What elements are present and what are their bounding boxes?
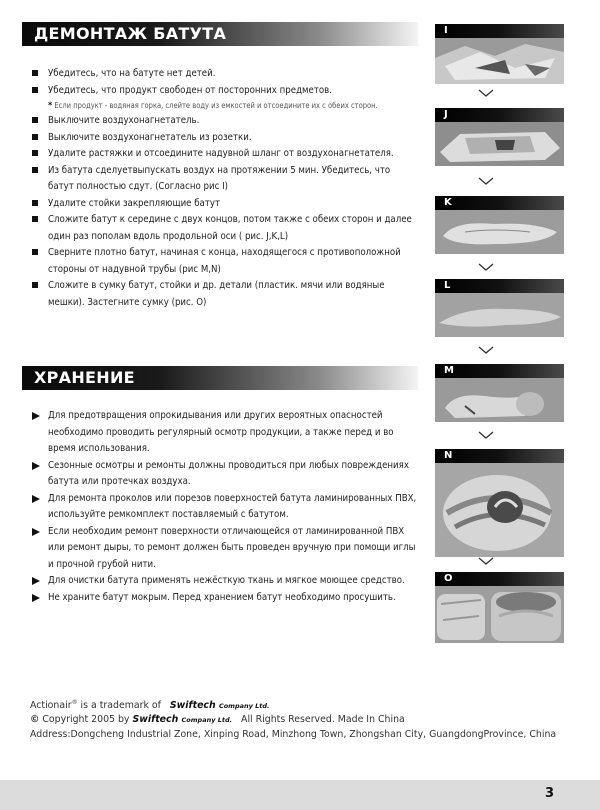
square-bullet-icon xyxy=(32,282,38,288)
square-bullet-icon xyxy=(32,117,38,123)
list-item: Выключите воздухонагнетатель. xyxy=(32,113,417,130)
section-header-storage xyxy=(22,366,418,390)
brand-logo: Swiftech Company Ltd. xyxy=(132,714,233,725)
photo-folding-ends xyxy=(435,122,564,166)
storage-list xyxy=(32,408,417,606)
square-bullet-icon xyxy=(32,216,38,222)
list-item: Убедитесь, что на батуте нет детей. xyxy=(32,66,417,83)
list-item: Сезонные осмотры и ремонты должны проводиться при любых повреждениях батута или протечках воздуха. xyxy=(32,458,417,491)
list-item: Убедитесь, что продукт свободен от посторонних предметов. xyxy=(32,83,417,100)
step-j xyxy=(435,108,564,166)
brand-logo: Swiftech Company Ltd. xyxy=(169,700,270,712)
chevron-down-icon xyxy=(478,430,494,440)
list-item: Для ремонта проколов или порезов поверхностей батута ламинированных ПВХ, используйте ремкомплект поставляемый с батутом. xyxy=(32,491,417,524)
arrow-bullet-icon xyxy=(32,577,40,585)
square-bullet-icon xyxy=(32,134,38,140)
section-header-dismantle xyxy=(22,22,418,46)
section-title: ДЕМОНТАЖ БАТУТА xyxy=(34,24,227,43)
square-bullet-icon xyxy=(32,167,38,173)
list-item: Удалите стойки закрепляющие батут xyxy=(32,196,417,213)
step-label: J xyxy=(435,108,564,122)
square-bullet-icon xyxy=(32,249,38,255)
step-n xyxy=(435,449,564,557)
page-footer-bar xyxy=(0,780,600,810)
list-item: Не храните батут мокрым. Перед хранением батут необходимо просушить. xyxy=(32,590,417,607)
chevron-down-icon xyxy=(478,88,494,98)
arrow-bullet-icon xyxy=(32,495,40,503)
chevron-down-icon xyxy=(478,556,494,566)
step-label: I xyxy=(435,24,564,38)
square-bullet-icon xyxy=(32,150,38,156)
address-line: Address:Dongcheng Industrial Zone, Xinping Road, Minzhong Town, Zhongshan City, GuangdongProvince, China xyxy=(30,729,557,740)
chevron-down-icon xyxy=(478,176,494,186)
list-item: Сложите в сумку батут, стойки и др. детали (пластик. мячи или водяные мешки). Застегните сумку (рис. О) xyxy=(32,278,417,311)
photo-rolling xyxy=(435,378,564,422)
arrow-bullet-icon xyxy=(32,462,40,470)
photo-folding-sides xyxy=(435,210,564,254)
photo-deflating-trampoline xyxy=(435,38,564,84)
photo-folded-half xyxy=(435,293,564,337)
square-bullet-icon xyxy=(32,87,38,93)
step-k xyxy=(435,196,564,254)
step-label: M xyxy=(435,364,564,378)
arrow-bullet-icon xyxy=(32,528,40,536)
chevron-down-icon xyxy=(478,262,494,272)
list-item: Сверните плотно батут, начиная с конца, находящегося с противоположной стороны от надувной трубы (рис M,N) xyxy=(32,245,417,278)
dismantle-list xyxy=(32,66,417,311)
photo-storage-bags xyxy=(435,586,564,643)
list-item: Из батута сделуетвыпускать воздух на протяжении 5 мин. Убедитесь, что батут полностью сдут. (Согласно рис I) xyxy=(32,163,417,196)
note-item: * Если продукт - водяная горка, слейте воду из емкостей и отсоедините их с обеих сторон. xyxy=(48,101,378,111)
page-number: 3 xyxy=(544,786,554,801)
trademark-line: Actionair® is a trademark of Swiftech Company Ltd. xyxy=(30,699,270,712)
copyright-line: © Copyright 2005 by Swiftech Company Ltd. All Rights Reserved. Made In China xyxy=(30,714,405,725)
step-o xyxy=(435,572,564,643)
step-m xyxy=(435,364,564,422)
square-bullet-icon xyxy=(32,200,38,206)
photo-rolled-bundle xyxy=(435,463,564,557)
list-item: Для очистки батута применять нежёсткую ткань и мягкое моющее средство. xyxy=(32,573,417,590)
arrow-bullet-icon xyxy=(32,412,40,420)
section-title: ХРАНЕНИЕ xyxy=(34,368,135,387)
step-label: K xyxy=(435,196,564,210)
arrow-bullet-icon xyxy=(32,594,40,602)
list-item: Сложите батут к середине с двух концов, потом также с обеих сторон и далее один раз пополам вдоль продольной оси ( рис. J,K,L) xyxy=(32,212,417,245)
list-item: Если необходим ремонт поверхности отличающейся от ламинированной ПВХ или ремонт дыры, то ремонт должен быть проведен вручную при помощи иглы и прочной грубой нити. xyxy=(32,524,417,574)
step-label: N xyxy=(435,449,564,463)
list-item: Для предотвращения опрокидывания или других вероятных опасностей необходимо проводить регулярный осмотр продукции, а также перед и во время использования. xyxy=(32,408,417,458)
step-label: L xyxy=(435,279,564,293)
step-label: O xyxy=(435,572,564,586)
step-i xyxy=(435,24,564,84)
square-bullet-icon xyxy=(32,70,38,76)
list-item: Выключите воздухонагнетатель из розетки. xyxy=(32,130,417,147)
step-l xyxy=(435,279,564,337)
list-item: Удалите растяжки и отсоедините надувной шланг от воздухонагнетателя. xyxy=(32,146,417,163)
chevron-down-icon xyxy=(478,345,494,355)
